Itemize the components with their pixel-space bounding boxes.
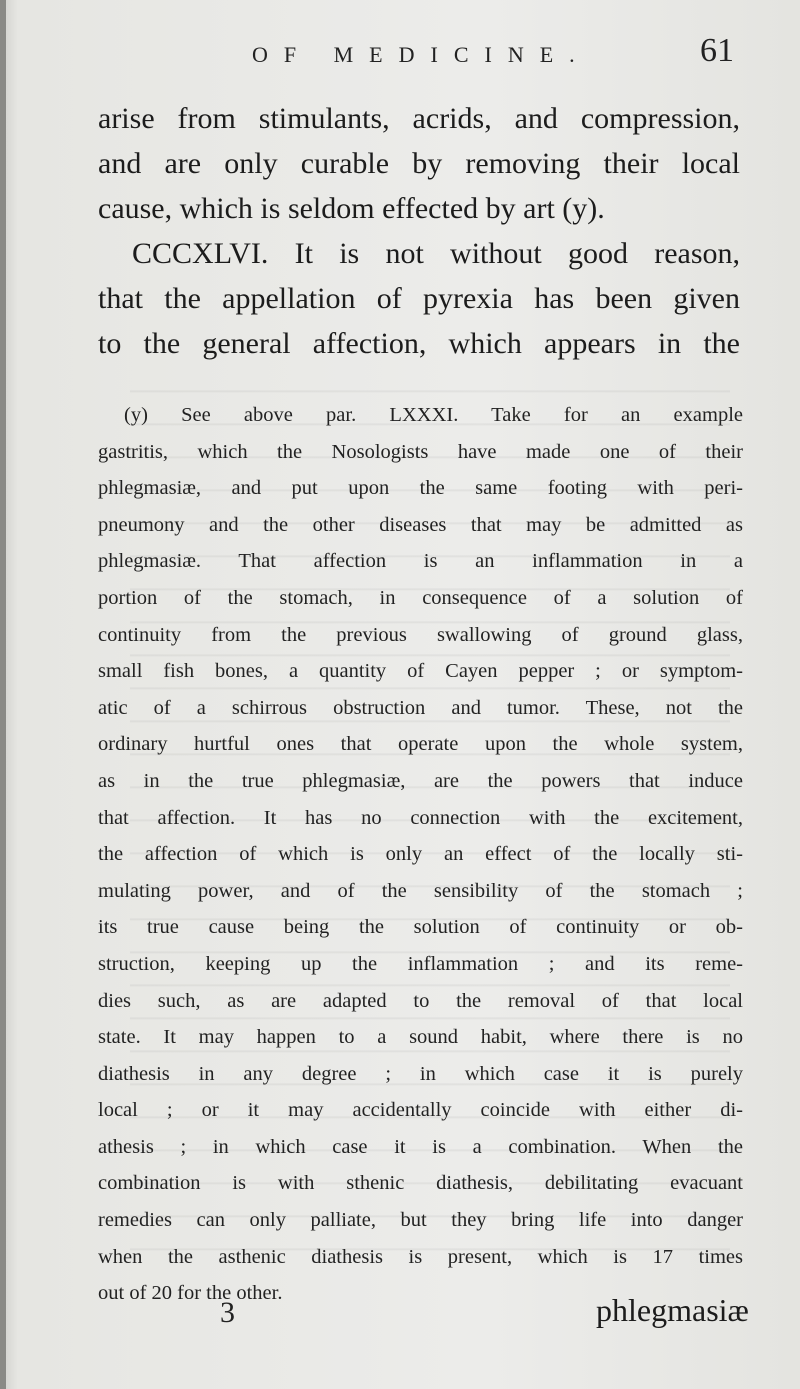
footnote-line: that affection. It has no connection with the excitement, — [98, 806, 743, 829]
signature-mark: 3 — [220, 1296, 235, 1329]
catchword: phlegmasiæ — [596, 1292, 749, 1328]
page-number: 61 — [700, 32, 734, 69]
footnote-line: out of 20 for the other. — [98, 1282, 283, 1305]
footnote-line: dies such, as are adapted to the removal of that local — [98, 989, 743, 1012]
footnote-line: portion of the stomach, in consequence of a solution of — [98, 586, 743, 609]
main-text-line: to the general affection, which appears in the — [98, 327, 740, 360]
footnote-line: atic of a schirrous obstruction and tumor. These, not the — [98, 696, 743, 719]
footnote-line: pneumony and the other diseases that may be admitted as — [98, 513, 743, 536]
footnote-line: the affection of which is only an effect of the locally sti- — [98, 843, 743, 866]
main-text-line: that the appellation of pyrexia has been given — [98, 282, 740, 315]
footnote-line: local ; or it may accidentally coincide with either di- — [98, 1099, 743, 1122]
running-head: OF MEDICINE. — [252, 42, 591, 67]
main-text-line: arise from stimulants, acrids, and compression, — [98, 102, 740, 135]
footnote-line: when the asthenic diathesis is present, which is 17 times — [98, 1245, 743, 1268]
main-text — [98, 96, 740, 366]
footnote-line: athesis ; in which case it is a combination. When the — [98, 1135, 743, 1158]
main-text-line: cause, which is seldom effected by art (y). — [98, 192, 605, 225]
footnote-line: remedies can only palliate, but they bring life into danger — [98, 1209, 743, 1232]
footnote-line: combination is with sthenic diathesis, debilitating evacuant — [98, 1172, 743, 1195]
footnote — [98, 397, 743, 1312]
footnote-line: its true cause being the solution of continuity or ob- — [98, 916, 743, 939]
footnote-line: as in the true phlegmasiæ, are the powers that induce — [98, 769, 743, 792]
footnote-line: small fish bones, a quantity of Cayen pepper ; or symptom- — [98, 660, 743, 683]
footnote-line: ordinary hurtful ones that operate upon the whole system, — [98, 733, 743, 756]
paragraph-start-line: CCCXLVI. It is not without good reason, — [132, 237, 740, 270]
page-gutter-shadow — [0, 0, 6, 1389]
footnote-line: phlegmasiæ, and put upon the same footing with peri- — [98, 477, 743, 500]
footnote-line: phlegmasiæ. That affection is an inflammation in a — [98, 550, 743, 573]
footnote-line: mulating power, and of the sensibility of the stomach ; — [98, 879, 743, 902]
footnote-line: struction, keeping up the inflammation ; and its reme- — [98, 952, 743, 975]
footnote-line: gastritis, which the Nosologists have made one of their — [98, 440, 743, 463]
footnote-line: continuity from the previous swallowing of ground glass, — [98, 623, 743, 646]
footnote-line: (y) See above par. LXXXI. Take for an example — [124, 404, 743, 426]
main-text-line: and are only curable by removing their local — [98, 147, 740, 180]
footnote-line: diathesis in any degree ; in which case it is purely — [98, 1062, 743, 1085]
footnote-line: state. It may happen to a sound habit, where there is no — [98, 1026, 743, 1049]
